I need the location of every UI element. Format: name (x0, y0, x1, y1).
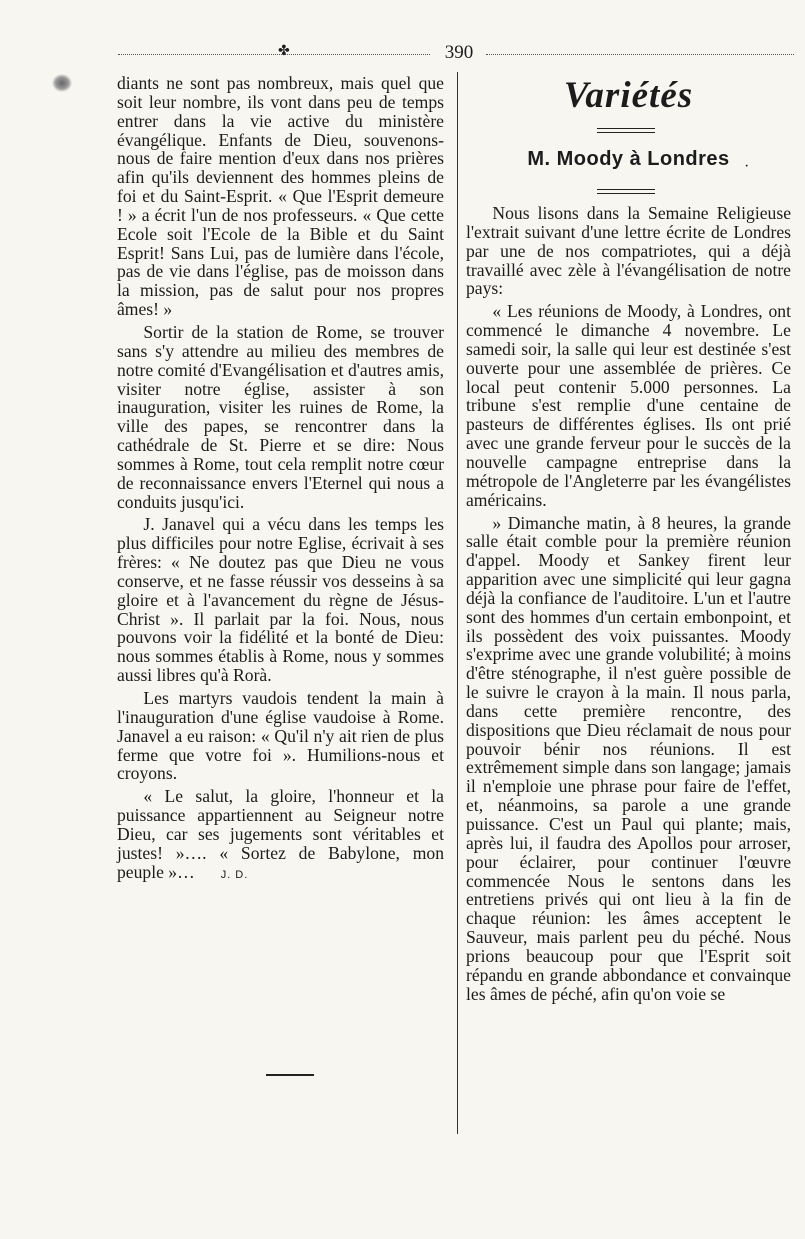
right-column (466, 204, 791, 1003)
title-rule-bottom (597, 189, 655, 194)
header-rule-right (486, 54, 794, 55)
stray-mark: · (744, 158, 750, 175)
section-title: Variétés (563, 75, 694, 116)
title-rule-top (597, 128, 655, 133)
left-paragraph-2: Sortir de la station de Rome, se trouver sans s'y attendre au milieu des membres de notre comité d'Evangélisation et d'autres amis, visiter notre église, assister à son inauguration, visiter les ruines de Rome, la ville des papes, se rencontrer dans la cathédrale de St. Pierre et se dire: Nous sommes à Rome, tout cela remplit notre cœur de reconnaissance envers l'Eternel qui nous a conduits jusqu'ici. (117, 321, 444, 512)
right-paragraph-2: « Les réunions de Moody, à Londres, ont commencé le dimanche 4 novembre. Le samedi soir, la salle qui leur est destinée s'est ouverte pour une assemblée de prières. Ce local peut contenir 5.000 personnes. La tribune s'est remplie d'une centaine de pasteurs de différentes églises. Ils ont prié avec une grande ferveur pour le succès de la nouvelle campagne entreprise dans la métropole de l'Angleterre par les évangélistes américains. (466, 301, 791, 510)
left-paragraph-4: Les martyrs vaudois tendent la main à l'inauguration d'une église vaudoise à Rome. Janavel a eu raison: « Qu'il n'y ait rien de plus ferme que votre foi ». Humilions-nous et croyons. (117, 688, 444, 784)
right-paragraph-1: Nous lisons dans la Semaine Religieuse l'extrait suivant d'une lettre écrite de Londres par une de nos compatriotes, qui a déjà travaillé avec zèle à l'évangélisation de notre pays: (466, 203, 791, 299)
page-header (118, 40, 794, 70)
author-signature: J. D. (220, 868, 249, 881)
left-column (117, 74, 444, 884)
left-paragraph-5 (117, 787, 444, 884)
column-divider (457, 72, 458, 1134)
left-paragraph-1: diants ne sont pas nombreux, mais quel que soit leur nombre, ils vont dans peu de temps entrer dans la vie active du ministère évangélique. Enfants de Dieu, souvenons-nous de faire mention d'eux dans nos prières afin qu'ils deviennent des hommes pleins de foi et du Saint-Esprit. « Que l'Esprit demeure ! » a écrit l'un de nos professeurs. « Que cette Ecole soit l'Ecole de la Bible et du Saint Esprit! Sans Lui, pas de lumière dans l'école, pas de vie dans l'église, pas de moisson dans la mission, pas de salut pour nos propres âmes! » (117, 73, 444, 320)
right-paragraph-3: » Dimanche matin, à 8 heures, la grande salle était comble pour la première réunion d'appel. Moody et Sankey firent leur apparition avec une simplicité qui leur gagna déjà la confiance de l'auditoire. L'un et l'autre sont des hommes d'un certain embonpoint, et ils possèdent des voix puissantes. Moody s'exprime avec une grande volubilité; à moins d'être sténographe, il n'est guère possible de le suivre le crayon à la main. Il nous parla, dans cette première rencontre, des dispositions que Dieu réclamait de nous pour pouvoir bénir nos réunions. Il est extrêmement simple dans son langage; jamais il n'emploie une phrase pour faire de l'effet, et, néanmoins, sa parole a une grande puissance. C'est un Paul qui plante; mais, après lui, il faudra des Apollos pour arroser, pour éclairer, pour continuer l'œuvre commencée Nous le sentons dans les entretiens privés qui ont lieu à la fin de chaque réunion: les âmes acceptent le Sauveur, mais parlent peu du péché. Nous prions beaucoup pour que l'Esprit soit répandu en grande abbondance et convainque les âmes de péché, afin qu'on voie se (466, 512, 791, 1004)
article-title: M. Moody à Londres (527, 148, 730, 170)
header-rule-left (118, 54, 430, 55)
ink-blot (52, 74, 72, 92)
page-number: 390 (444, 42, 474, 63)
left-paragraph-5-text: « Le salut, la gloire, l'honneur et la puissance appartiennent au Seigneur notre Dieu, car ses jugements sont véritables et justes! »…. « Sortez de Babylone, mon peuple »… (117, 786, 444, 882)
article-end-rule (266, 1074, 314, 1076)
header-ornament: ✤ (278, 44, 290, 59)
left-paragraph-3: J. Janavel qui a vécu dans les temps les plus difficiles pour notre Eglise, écrivait à ses frères: « Ne doutez pas que Dieu ne vous conserve, et ne fasse réussir vos desseins à sa gloire et à l'avancement du règne de Jésus-Christ ». Il parlait par la foi. Nous, nous pouvons voir la fidélité et la bonté de Dieu: nous sommes établis à Rome, nous y sommes aussi libres qu'à Rorà. (117, 514, 444, 686)
